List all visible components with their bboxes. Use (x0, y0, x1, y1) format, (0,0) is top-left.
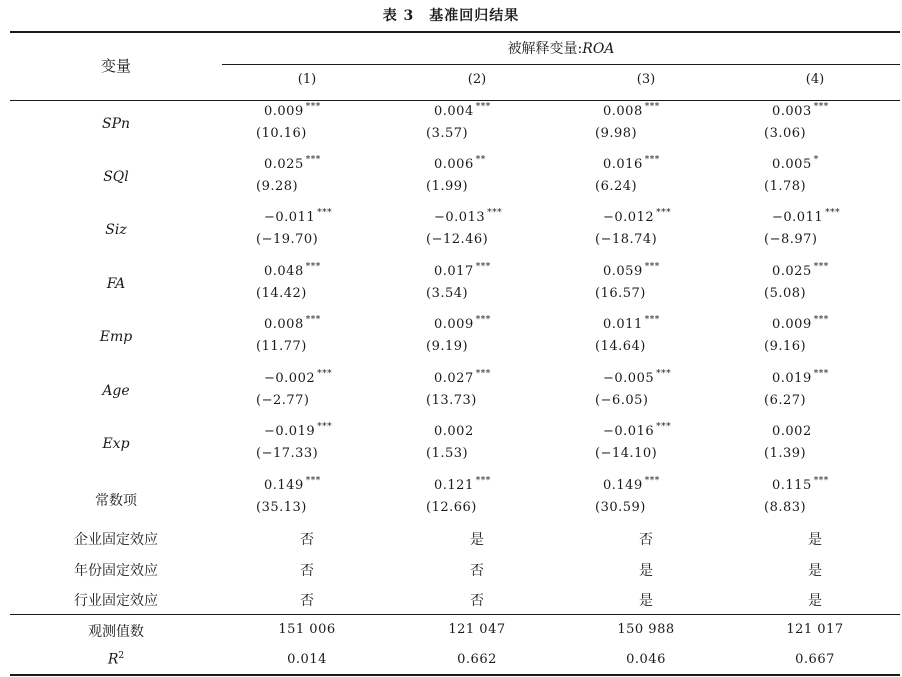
t-statistic: (16.57) (595, 286, 646, 301)
significance-stars: * (813, 155, 819, 165)
significance-stars: *** (475, 102, 491, 112)
coefficient-value (603, 104, 660, 119)
observations-col-2: 121 047 (448, 622, 506, 637)
fixed-effect-value: 是 (808, 532, 822, 548)
t-statistic: (−2.77) (256, 393, 310, 408)
table-caption: 表 3 基准回归结果 (382, 8, 520, 24)
significance-stars: *** (813, 476, 829, 486)
t-statistic: (13.73) (426, 393, 477, 408)
coefficient-value (264, 210, 332, 225)
t-statistic: (1.99) (426, 179, 469, 194)
t-statistic: (3.54) (426, 286, 469, 301)
t-statistic: (12.66) (426, 500, 477, 515)
t-statistic: (−18.74) (595, 232, 658, 247)
dependent-variable-header (222, 38, 900, 58)
row-label: Emp (99, 329, 133, 345)
coefficient-number: 0.009 (772, 317, 812, 332)
coefficient-value (603, 478, 660, 493)
coefficient-number: 0.004 (434, 104, 474, 119)
coefficient-value (772, 157, 819, 172)
dependent-var: ROA (582, 41, 615, 57)
t-statistic: (35.13) (256, 500, 307, 515)
significance-stars: *** (825, 208, 841, 218)
r2-col-2: 0.662 (457, 652, 497, 667)
fixed-effect-value: 否 (639, 532, 653, 548)
significance-stars: *** (644, 315, 660, 325)
significance-stars: *** (813, 262, 829, 272)
significance-stars: *** (487, 208, 503, 218)
coefficient-number: 0.002 (772, 424, 812, 439)
significance-stars: *** (305, 155, 321, 165)
t-statistic: (8.83) (764, 500, 807, 515)
t-statistic: (3.57) (426, 126, 469, 141)
coefficient-value (434, 478, 491, 493)
bottom-rule (10, 674, 900, 676)
coefficient-value (603, 317, 660, 332)
coefficient-value (434, 210, 502, 225)
coefficient-number: 0.019 (772, 371, 812, 386)
significance-stars: ** (475, 155, 486, 165)
coefficient-number: 0.017 (434, 264, 474, 279)
t-statistic: (−17.33) (256, 446, 319, 461)
t-statistic: (9.28) (256, 179, 299, 194)
t-statistic: (1.53) (426, 446, 469, 461)
coefficient-value (772, 371, 829, 386)
significance-stars: *** (813, 102, 829, 112)
observations-label: 观测值数 (88, 624, 144, 640)
t-statistic: (1.78) (764, 179, 807, 194)
coefficient-value (603, 157, 660, 172)
t-statistic: (−8.97) (764, 232, 818, 247)
significance-stars: *** (644, 262, 660, 272)
t-statistic: (9.19) (426, 339, 469, 354)
coefficient-number: 0.027 (434, 371, 474, 386)
coefficient-value (603, 424, 671, 439)
fixed-effect-label: 企业固定效应 (74, 532, 158, 548)
significance-stars: *** (644, 476, 660, 486)
coefficient-value (772, 210, 840, 225)
significance-stars: *** (305, 262, 321, 272)
significance-stars: *** (644, 155, 660, 165)
fixed-effect-value: 是 (808, 593, 822, 609)
r2-symbol: R (107, 651, 119, 668)
r2-label (10, 651, 222, 668)
coefficient-number: 0.003 (772, 104, 812, 119)
coefficient-number: 0.121 (434, 478, 474, 493)
significance-stars: *** (475, 315, 491, 325)
coefficient-number: 0.048 (264, 264, 304, 279)
significance-stars: *** (475, 476, 491, 486)
coefficient-number: −0.016 (603, 424, 655, 439)
t-statistic: (6.27) (764, 393, 807, 408)
column-header-2: (2) (467, 72, 487, 87)
significance-stars: *** (305, 315, 321, 325)
t-statistic: (9.98) (595, 126, 638, 141)
t-statistic: (10.16) (256, 126, 307, 141)
coefficient-value (264, 264, 321, 279)
variable-header: 变量 (100, 57, 131, 75)
significance-stars: *** (317, 208, 333, 218)
coefficient-value (772, 264, 829, 279)
coefficient-value (434, 157, 486, 172)
t-statistic: (9.16) (764, 339, 807, 354)
coefficient-number: 0.011 (603, 317, 643, 332)
r2-col-1: 0.014 (287, 652, 327, 667)
coefficient-value (434, 264, 491, 279)
fixed-effect-label: 年份固定效应 (74, 563, 158, 579)
coefficient-value (434, 371, 491, 386)
row-label: Age (102, 383, 130, 399)
t-statistic: (−12.46) (426, 232, 489, 247)
coefficient-number: 0.115 (772, 478, 812, 493)
coefficient-value (264, 104, 321, 119)
t-statistic: (−19.70) (256, 232, 319, 247)
t-statistic: (3.06) (764, 126, 807, 141)
coefficient-value (434, 424, 476, 439)
coefficient-number: 0.009 (434, 317, 474, 332)
fixed-effect-value: 是 (808, 563, 822, 579)
t-statistic: (6.24) (595, 179, 638, 194)
r2-superscript: 2 (118, 651, 125, 661)
fixed-effect-value: 否 (300, 563, 314, 579)
coefficient-value (264, 317, 321, 332)
row-label: Siz (105, 222, 127, 238)
coefficient-value (772, 478, 829, 493)
significance-stars: *** (656, 208, 672, 218)
row-label: SPn (101, 116, 131, 132)
t-statistic: (1.39) (764, 446, 807, 461)
coefficient-number: −0.005 (603, 371, 655, 386)
dependent-prefix: 被解释变量: (507, 41, 583, 57)
significance-stars: *** (813, 315, 829, 325)
coefficient-number: 0.008 (264, 317, 304, 332)
significance-stars: *** (475, 369, 491, 379)
row-label: SQl (103, 169, 129, 185)
coefficient-number: 0.006 (434, 157, 474, 172)
coefficient-number: 0.016 (603, 157, 643, 172)
coefficient-value (434, 317, 491, 332)
coefficient-value (434, 104, 491, 119)
coefficient-number: 0.009 (264, 104, 304, 119)
fixed-effect-value: 否 (470, 593, 484, 609)
significance-stars: *** (656, 369, 672, 379)
header-subrule (222, 64, 900, 65)
coefficient-number: −0.002 (264, 371, 316, 386)
fixed-effect-label: 行业固定效应 (74, 593, 158, 609)
coefficient-value (264, 478, 321, 493)
coefficient-value (603, 210, 671, 225)
top-rule (10, 31, 900, 33)
coefficient-number: 0.025 (772, 264, 812, 279)
coefficient-number: −0.011 (772, 210, 824, 225)
column-header-3: (3) (636, 72, 656, 87)
t-statistic: (14.64) (595, 339, 646, 354)
r2-col-4: 0.667 (795, 652, 835, 667)
column-header-4: (4) (805, 72, 825, 87)
coefficient-value (264, 371, 332, 386)
row-label: 常数项 (95, 493, 137, 509)
coefficient-number: −0.019 (264, 424, 316, 439)
coefficient-value (264, 157, 321, 172)
t-statistic: (−6.05) (595, 393, 649, 408)
coefficient-value (772, 317, 829, 332)
coefficient-value (603, 371, 671, 386)
fixed-effect-value: 否 (470, 563, 484, 579)
significance-stars: *** (317, 422, 333, 432)
significance-stars: *** (317, 369, 333, 379)
coefficient-number: 0.149 (603, 478, 643, 493)
coefficient-number: 0.149 (264, 478, 304, 493)
fixed-effect-value: 是 (639, 593, 653, 609)
coefficient-number: −0.013 (434, 210, 486, 225)
t-statistic: (11.77) (256, 339, 307, 354)
coefficient-number: 0.002 (434, 424, 474, 439)
fixed-effect-value: 否 (300, 593, 314, 609)
r2-col-3: 0.046 (626, 652, 666, 667)
coefficient-value (264, 424, 332, 439)
header-rule (10, 100, 900, 101)
observations-col-3: 150 988 (617, 622, 675, 637)
coefficient-number: 0.059 (603, 264, 643, 279)
coefficient-value (603, 264, 660, 279)
coefficient-value (772, 104, 829, 119)
t-statistic: (−14.10) (595, 446, 658, 461)
observations-col-4: 121 017 (786, 622, 844, 637)
coefficient-number: −0.011 (264, 210, 316, 225)
row-label: Exp (102, 436, 130, 452)
t-statistic: (5.08) (764, 286, 807, 301)
coefficient-number: 0.005 (772, 157, 812, 172)
column-header-1: (1) (297, 72, 317, 87)
t-statistic: (30.59) (595, 500, 646, 515)
t-statistic: (14.42) (256, 286, 307, 301)
coefficient-number: −0.012 (603, 210, 655, 225)
significance-stars: *** (305, 102, 321, 112)
significance-stars: *** (644, 102, 660, 112)
fixed-effect-value: 否 (300, 532, 314, 548)
coefficient-number: 0.008 (603, 104, 643, 119)
row-label: FA (106, 276, 126, 292)
coefficient-number: 0.025 (264, 157, 304, 172)
fixed-effect-value: 是 (639, 563, 653, 579)
stats-rule (10, 614, 900, 615)
fixed-effect-value: 是 (470, 532, 484, 548)
observations-col-1: 151 006 (278, 622, 336, 637)
significance-stars: *** (656, 422, 672, 432)
significance-stars: *** (813, 369, 829, 379)
significance-stars: *** (305, 476, 321, 486)
coefficient-value (772, 424, 814, 439)
significance-stars: *** (475, 262, 491, 272)
